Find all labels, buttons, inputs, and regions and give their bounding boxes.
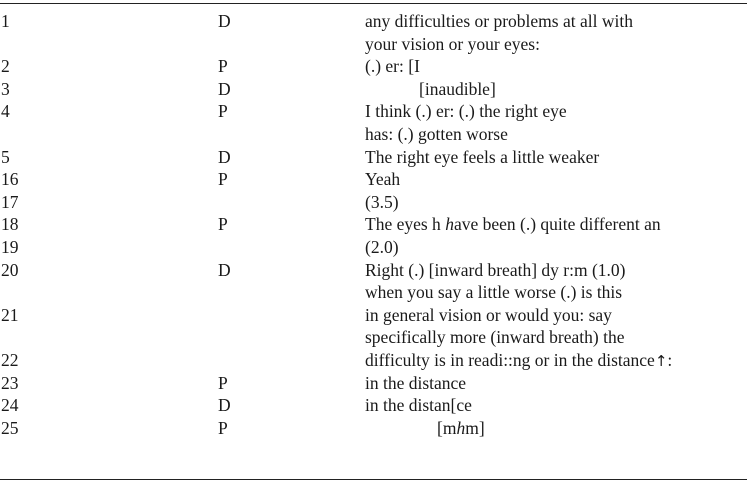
transcript-row [0, 281, 747, 304]
line-number: 24 [1, 395, 19, 416]
transcript-row [0, 123, 747, 146]
speaker: D [218, 259, 231, 280]
transcript-row [0, 394, 747, 417]
line-number: 5 [1, 146, 10, 167]
utterance: Yeah [365, 169, 401, 190]
utterance: specifically more (inward breath) the [365, 327, 625, 348]
speaker: D [218, 78, 231, 99]
utterance: [inaudible] [419, 78, 496, 99]
line-number: 19 [1, 236, 19, 257]
line-number: 18 [1, 214, 19, 235]
transcript-row [0, 33, 747, 56]
line-number: 21 [1, 304, 19, 325]
utterance-part: [m [437, 417, 457, 438]
speaker: D [218, 146, 231, 167]
transcript-row [0, 349, 747, 372]
utterance [365, 213, 661, 236]
utterance-part: : [667, 349, 673, 370]
transcript-row [0, 417, 747, 440]
line-number: 23 [1, 372, 19, 393]
transcript-row [0, 78, 747, 101]
utterance: The right eye feels a little weaker [365, 146, 600, 167]
transcript-table [0, 10, 747, 439]
utterance-part: ave been (.) quite different an [453, 214, 661, 235]
line-number: 25 [1, 417, 19, 438]
transcript-row [0, 146, 747, 169]
utterance: (2.0) [365, 236, 399, 257]
speaker: P [218, 101, 228, 122]
utterance: any difficulties or problems at all with [365, 11, 633, 31]
utterance: (3.5) [365, 191, 399, 212]
utterance-italic: h [445, 214, 454, 235]
utterance: has: (.) gotten worse [365, 123, 508, 144]
utterance-part: m] [465, 417, 485, 438]
utterance: in general vision or would you: say [365, 304, 612, 325]
utterance: Right (.) [inward breath] dy r:m (1.0) [365, 259, 626, 280]
utterance-italic: h [456, 417, 466, 438]
line-number: 1 [1, 11, 10, 31]
bottom-rule [0, 479, 747, 480]
up-arrow-icon: ↑ [654, 351, 668, 370]
transcript-row [0, 236, 747, 259]
speaker: P [218, 214, 228, 235]
line-number: 17 [1, 191, 19, 212]
speaker: D [218, 11, 231, 31]
line-number: 16 [1, 169, 19, 190]
utterance: (.) er: [I [365, 56, 420, 77]
speaker: P [218, 169, 228, 190]
utterance: I think (.) er: (.) the right eye [365, 101, 567, 122]
transcript-row [0, 372, 747, 395]
transcript-row [0, 10, 747, 33]
transcript-row [0, 213, 747, 236]
line-number: 4 [1, 101, 10, 122]
line-number: 22 [1, 349, 19, 370]
top-rule [0, 3, 747, 4]
line-number: 20 [1, 259, 19, 280]
speaker: P [218, 372, 228, 393]
utterance: your vision or your eyes: [365, 33, 540, 54]
utterance [365, 349, 672, 373]
speaker: P [218, 417, 228, 438]
utterance [437, 417, 485, 440]
transcript-row [0, 259, 747, 282]
speaker: D [218, 395, 231, 416]
transcript-row [0, 55, 747, 78]
utterance: in the distance [365, 372, 467, 393]
transcript-row [0, 100, 747, 123]
line-number: 2 [1, 56, 10, 77]
speaker: P [218, 56, 228, 77]
transcript-row [0, 168, 747, 191]
transcript-row [0, 326, 747, 349]
utterance: in the distan[ce [365, 395, 472, 416]
utterance: when you say a little worse (.) is this [365, 282, 623, 303]
utterance-part: difficulty is in readi::ng or in the distance [365, 349, 655, 370]
utterance-part: The eyes h [365, 214, 446, 235]
transcript-row [0, 191, 747, 214]
transcript-row [0, 304, 747, 327]
line-number: 3 [1, 78, 10, 99]
